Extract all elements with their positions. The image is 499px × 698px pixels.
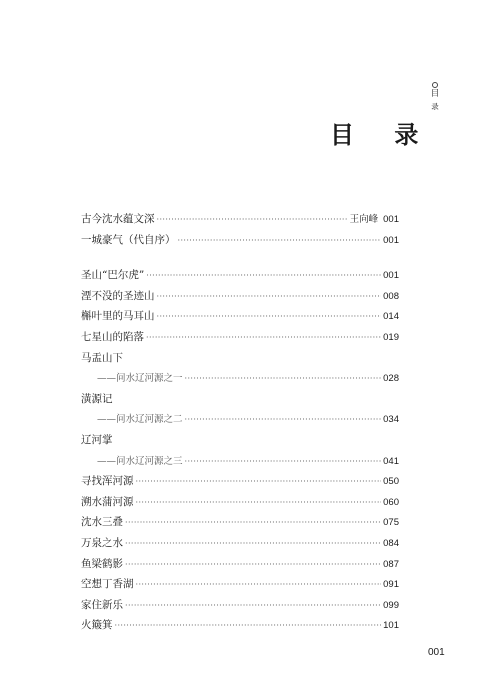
toc-entry-title: 火簸箕 [81, 619, 113, 632]
toc-entry-page: 034 [383, 414, 399, 426]
toc-entry[interactable] [81, 576, 399, 597]
toc-entry[interactable] [81, 432, 399, 453]
toc-entry-page: 060 [383, 496, 399, 508]
toc-entry-title: 七星山的陷落 [81, 330, 144, 343]
toc-entry-title: 圣山“巴尔虎” [81, 269, 145, 282]
toc-entry-page: 050 [383, 476, 399, 488]
toc-leader [136, 498, 382, 507]
toc-leader [125, 539, 381, 548]
toc-entry[interactable] [81, 617, 399, 638]
toc-entry[interactable] [81, 514, 399, 535]
toc-leader [146, 333, 381, 342]
page-number: 001 [428, 647, 445, 658]
toc-entry-page: 028 [383, 373, 399, 385]
toc-leader [146, 271, 381, 280]
toc-entry-title: 古今沈水蕴文深 [81, 213, 155, 225]
toc-entry[interactable] [81, 494, 399, 515]
toc-entry-title: 家住新乐 [81, 598, 123, 611]
toc-entry[interactable] [81, 391, 399, 412]
toc-entry-title: 湮不没的圣迹山 [81, 289, 155, 302]
toc-leader [185, 415, 382, 424]
toc-entry-title: 空想丁香湖 [81, 578, 134, 591]
toc-entry[interactable] [81, 308, 399, 329]
toc-entry-page: 001 [383, 270, 399, 282]
toc-leader [136, 477, 382, 486]
toc-entry[interactable] [81, 556, 399, 577]
toc-leader [185, 374, 382, 383]
toc-entry-page: 099 [383, 599, 399, 611]
toc-leader [185, 457, 382, 466]
toc-subentry[interactable] [81, 370, 399, 391]
toc-entry-page: 087 [383, 558, 399, 570]
toc-entry-page: 101 [383, 620, 399, 632]
toc-entry-title: 沈水三叠 [81, 516, 123, 529]
toc-entry-title: 槲叶里的马耳山 [81, 310, 155, 323]
toc-leader [136, 580, 382, 589]
page-title: 目 录 [330, 120, 435, 149]
toc-leader [115, 621, 382, 630]
toc-entry-page: 041 [383, 455, 399, 467]
toc-leader [157, 292, 382, 301]
toc-entry-title: 万泉之水 [81, 536, 123, 549]
table-of-contents [81, 211, 399, 638]
toc-entry[interactable] [81, 535, 399, 556]
toc-entry-title: 溯水蒲河源 [81, 495, 134, 508]
toc-entry-title: 一城豪气（代自序） [81, 233, 176, 246]
toc-leader [157, 312, 382, 321]
toc-leader [157, 215, 348, 224]
toc-entry-title: 寻找浑河源 [81, 475, 134, 488]
toc-entry-title: 辽河掌 [81, 433, 113, 446]
toc-leader [125, 560, 381, 569]
toc-entry-subtitle: ——问水辽河源之二 [97, 414, 183, 426]
section-tab-char-2: 录 [431, 102, 439, 111]
toc-entry-page: 091 [383, 579, 399, 591]
toc-entry-title: 马盂山下 [81, 351, 123, 364]
toc-entry[interactable] [81, 473, 399, 494]
toc-entry[interactable] [81, 288, 399, 309]
toc-leader [125, 601, 381, 610]
section-tab [428, 82, 442, 112]
toc-entry-page: 084 [383, 537, 399, 549]
toc-entry-title: 鱼梁鹤影 [81, 557, 123, 570]
toc-entry[interactable] [81, 267, 399, 288]
toc-entry-page: 001 [383, 214, 399, 225]
toc-subentry[interactable] [81, 411, 399, 432]
toc-subentry[interactable] [81, 453, 399, 474]
toc-entry[interactable] [81, 597, 399, 618]
toc-leader [178, 236, 382, 245]
toc-entry-subtitle: ——问水辽河源之三 [97, 455, 183, 467]
toc-entry-subtitle: ——问水辽河源之一 [97, 373, 183, 385]
toc-entry-page: 014 [383, 311, 399, 323]
toc-entry[interactable] [81, 350, 399, 371]
toc-entry-page: 019 [383, 331, 399, 343]
toc-entry[interactable] [81, 211, 399, 232]
section-tab-char-1: 目 [430, 89, 440, 99]
toc-entry-page: 008 [383, 290, 399, 302]
toc-entry[interactable] [81, 232, 399, 253]
toc-entry-author: 王向峰 [349, 214, 379, 225]
toc-entry[interactable] [81, 329, 399, 350]
toc-entry-page: 001 [383, 234, 399, 246]
circle-icon [432, 82, 438, 88]
toc-entry-page: 075 [383, 517, 399, 529]
toc-entry-title: 潢源记 [81, 392, 113, 405]
toc-leader [125, 518, 381, 527]
